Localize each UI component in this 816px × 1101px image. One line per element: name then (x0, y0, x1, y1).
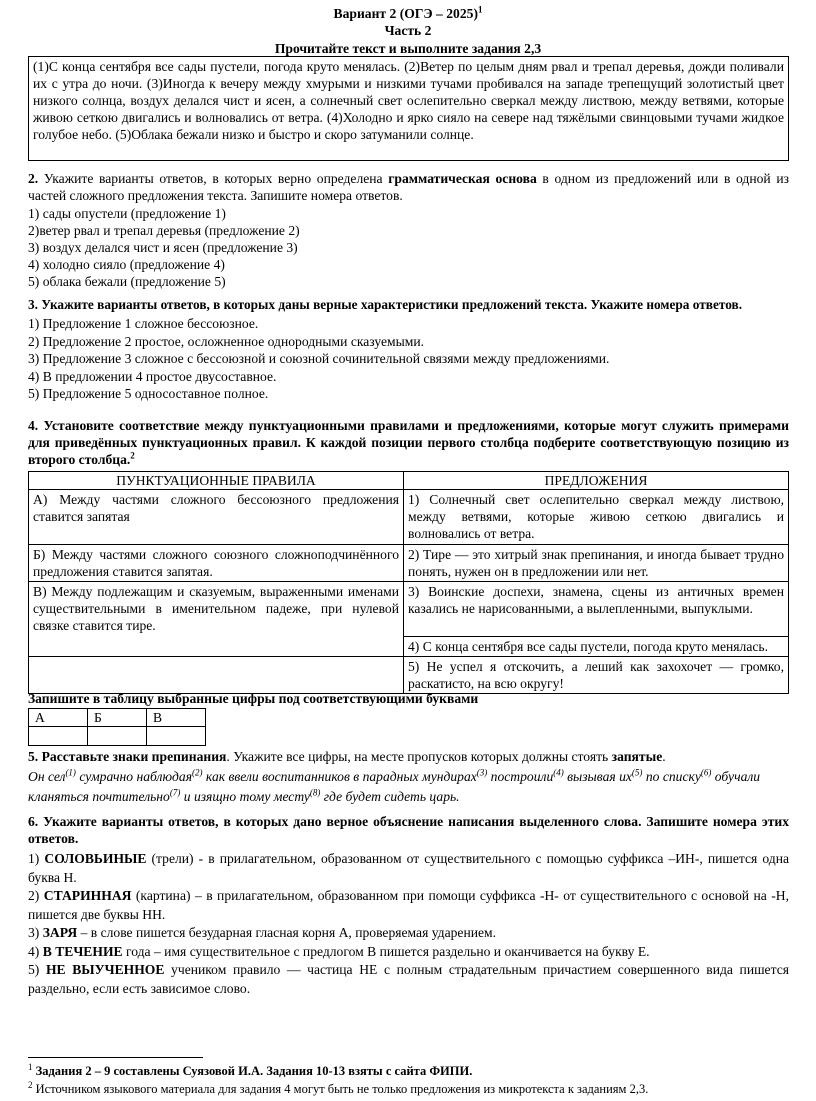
answer-cell-b[interactable] (88, 727, 147, 746)
task5-question-text: . Укажите все цифры, на месте пропусков которых должны стоять (226, 749, 609, 764)
option-text: учеником правило — частица НЕ с полным страдательным причастием совершенного вида пишется раздельно, если есть зависимое слово. (28, 962, 789, 996)
task4-question-text: 4. Установите соответствие между пунктуационными правилами и предложениями, которые могут служить примерами для приведённых пунктуационных правил. К каждой позиции первого столбца подберите соответствующую позицию из второго столбца. (28, 418, 789, 467)
option-text: (трели) - в прилагательном, образованном от существительного с помощью суффикса –ИН-, пишется одна буква Н. (28, 851, 790, 885)
task5-question (28, 748, 798, 765)
option-number: 2) (28, 888, 44, 903)
gap-number-2: (2) (192, 767, 203, 778)
answer-header-a: А (29, 709, 88, 727)
sentence-part: обучали кланяться почтительно (28, 769, 761, 804)
table-row (29, 582, 789, 637)
option-number: 1) (28, 851, 45, 866)
sentence-part: построили (487, 769, 554, 784)
gap-number-4: (4) (553, 767, 564, 778)
task5-sentence (28, 767, 798, 807)
footnote-ref-1: 1 (477, 4, 483, 15)
highlighted-word: СОЛОВЬИНЫЕ (44, 851, 147, 866)
footnote-2 (28, 1079, 649, 1097)
footnote-1 (28, 1061, 473, 1079)
task2-option-4: 4) холодно сияло (предложение 4) (28, 257, 225, 272)
rule-c: В) Между подлежащим и сказуемым, выраженными именами существительными в именительном падеже, при нулевой связке ставится тире. (29, 582, 404, 657)
task6-option-1 (28, 850, 789, 887)
rule-b: Б) Между частями сложного союзного сложноподчинённого предложения ставится запятая. (29, 545, 404, 582)
rule-a: А) Между частями сложного бессоюзного предложения ставится запятая (29, 490, 404, 545)
col-header-sentences: ПРЕДЛОЖЕНИЯ (404, 472, 789, 490)
sentence-part: вызывая их (563, 769, 632, 784)
option-number: 3) (28, 925, 43, 940)
task3-option-3: 3) Предложение 3 сложное с бессоюзной и союзной сочинительной связями между предложениями. (28, 351, 610, 366)
task2-options (28, 205, 300, 290)
task2-number: 2. (28, 171, 39, 186)
sentence-part: и изящно тому месту (180, 789, 310, 804)
sentence-part: где будет сидеть царь. (320, 789, 460, 804)
task6-question: 6. Укажите варианты ответов, в которых дано верное объяснение написания выделенного слова. Запишите номера этих ответов. (28, 814, 789, 846)
task6-option-2 (28, 887, 789, 924)
table-row (29, 545, 789, 582)
task2-option-1: 1) сады опустели (предложение 1) (28, 206, 226, 221)
task3-question: 3. Укажите варианты ответов, в которых даны верные характеристики предложений текста. Укажите номера ответов. (28, 297, 743, 312)
sentence-2: 2) Тире — это хитрый знак препинания, и иногда бывает трудно понять, нужен он в предложении или нет. (404, 545, 789, 582)
task2-option-3: 3) воздух делался чист и ясен (предложение 3) (28, 240, 298, 255)
task2-question-pre: Укажите варианты ответов, в которых верно определена (43, 171, 383, 186)
footnote-ref-2: 2 (130, 450, 135, 461)
footnote-text: Источником языкового материала для задания 4 могут быть не только предложения из микротекста к заданиям 2,3. (32, 1082, 649, 1096)
sentence-5: 5) Не успел я отскочить, а леший как захохочет — громко, раскатисто, на всю округу! (404, 657, 789, 694)
col-header-rules: ПУНКТУАЦИОННЫЕ ПРАВИЛА (29, 472, 404, 490)
variant-text: Вариант 2 (ОГЭ – 2025) (333, 6, 478, 21)
highlighted-word: В ТЕЧЕНИЕ (42, 943, 123, 959)
answer-header-b: Б (88, 709, 147, 727)
task2-question-post: в одном из предложений или в одной из частей сложного предложения текста. Запишите номера ответов. (28, 171, 789, 203)
variant-title (0, 5, 816, 22)
part-title: Часть 2 (384, 23, 432, 38)
sentence-part: Он сел (28, 769, 66, 784)
option-number: 5) (28, 962, 46, 977)
option-text: года – имя существительное с предлогом В пишется раздельно и оканчивается на букву Е. (122, 943, 650, 959)
answer-table (28, 708, 206, 746)
task5-number: 5. Расставьте знаки препинания (28, 749, 227, 764)
highlighted-word: ЗАРЯ (42, 925, 78, 940)
option-text: – в слове пишется безударная гласная корня А, проверяемая ударением. (77, 925, 497, 940)
footnote-divider (28, 1057, 203, 1058)
answer-cell-c[interactable] (147, 727, 206, 746)
task4-question (28, 417, 789, 468)
answer-header-row (29, 709, 206, 727)
answer-cell-a[interactable] (29, 727, 88, 746)
sentence-1: 1) Солнечный свет ослепительно сверкал между листвою, между ветвями, которые живою сеткою двигались и волновались от ветра. (404, 490, 789, 545)
table-row (29, 657, 789, 694)
task6-option-5 (28, 961, 789, 998)
task2-option-2: 2)ветер рвал и трепал деревья (предложение 2) (28, 223, 300, 238)
gap-number-6: (6) (700, 767, 712, 778)
reading-instruction: Прочитайте текст и выполните задания 2,3 (274, 41, 542, 56)
task3-option-5: 5) Предложение 5 односоставное полное. (28, 386, 269, 401)
task5-end: . (662, 749, 666, 764)
answer-instruction: Запишите в таблицу выбранные цифры под соответствующими буквами (28, 691, 479, 706)
task3-option-1: 1) Предложение 1 сложное бессоюзное. (28, 316, 259, 331)
table-row (29, 490, 789, 545)
reading-text-box: (1)С конца сентября все сады пустели, погода круто менялась. (2)Ветер по целым дням рвал и трепал деревья, дожди поливали их с утра до ночи. (3)Иногда к вечеру между хмурыми и низкими тучами пробивался на западе трепещущий золотистый цвет низкого солнца, воздух делался чист и ясен, а солнечный свет ослепительно сверкал между листвою, между ветвями, которые живою сеткою двигались и волновались от ветра. (4)Холодно и ярко сияло на севере над тяжёлыми свинцовыми тучами жидкое голубое небо. (5)Облака бежали низко и быстро и скоро затуманили солнце. (28, 56, 789, 161)
gap-number-7: (7) (169, 787, 181, 798)
sentence-part: как ввели воспитанников в парадных мундирах (202, 769, 477, 784)
highlighted-word: НЕ ВЫУЧЕННОЕ (45, 962, 165, 977)
gap-number-5: (5) (631, 767, 643, 778)
task2-option-5: 5) облака бежали (предложение 5) (28, 274, 226, 289)
footnote-text: Задания 2 – 9 составлены Суязовой И.А. Задания 10-13 взяты с сайта ФИПИ. (35, 1064, 473, 1078)
sentence-part: по списку (642, 769, 701, 784)
task2-question (28, 170, 789, 204)
task6-options (28, 850, 789, 998)
sentence-part: сумрачно наблюдая (75, 769, 193, 784)
sentence-4: 4) С конца сентября все сады пустели, погода круто менялась. (404, 637, 789, 657)
highlighted-word: СТАРИННАЯ (43, 888, 132, 903)
footnote-mark: 1 (28, 1061, 33, 1072)
task3-options (28, 315, 609, 403)
footnote-mark: 2 (28, 1079, 33, 1090)
answer-header-c: В (147, 709, 206, 727)
answer-input-row (29, 727, 206, 746)
gap-number-8: (8) (309, 787, 321, 798)
task4-table (28, 471, 789, 694)
task2-question-bold: грамматическая основа (388, 171, 537, 186)
task6-option-3 (28, 924, 789, 943)
gap-number-1: (1) (65, 767, 76, 778)
sentence-3: 3) Воинские доспехи, знамена, сцены из античных времен казались не нарисованными, а вылепленными, выпуклыми. (404, 582, 789, 637)
table-header-row (29, 472, 789, 490)
option-number: 4) (28, 943, 43, 959)
empty-cell (29, 657, 404, 694)
option-text: (картина) – в прилагательном, образованном при помощи суффикса -Н- от существительного с основой на -Н, пишется две буквы НН. (28, 888, 789, 922)
task5-bold-word: запятые (611, 749, 663, 764)
task3-option-2: 2) Предложение 2 простое, осложненное однородными сказуемыми. (28, 333, 425, 349)
task3-option-4: 4) В предложении 4 простое двусоставное. (28, 368, 277, 384)
task6-option-4 (28, 943, 789, 962)
gap-number-3: (3) (476, 767, 488, 778)
